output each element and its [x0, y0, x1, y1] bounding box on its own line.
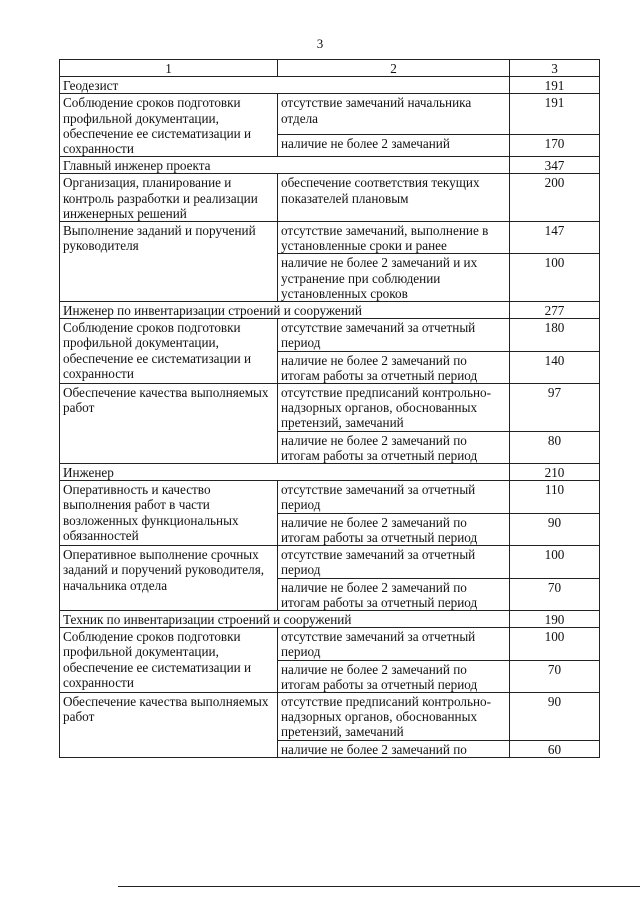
header-row	[60, 60, 600, 77]
position-row	[60, 464, 600, 481]
criterion-text: Выполнение заданий и поручений руководителя	[60, 222, 278, 302]
position-total-points: 347	[510, 157, 600, 174]
criterion-row	[60, 692, 600, 740]
criterion-row	[60, 222, 600, 254]
condition-text: наличие не более 2 замечаний	[278, 135, 510, 157]
condition-text: наличие не более 2 замечаний по итогам работы за отчетный период	[278, 513, 510, 545]
condition-text: отсутствие предписаний контрольно-надзорных органов, обоснованных претензий, замечаний	[278, 692, 510, 740]
criterion-row	[60, 628, 600, 660]
position-total-points: 277	[510, 302, 600, 319]
points-value: 90	[510, 692, 600, 740]
position-total-points: 190	[510, 610, 600, 627]
points-value: 140	[510, 351, 600, 383]
criterion-row	[60, 546, 600, 578]
condition-text: обеспечение соответствия текущих показателей плановым	[278, 174, 510, 222]
points-value: 90	[510, 513, 600, 545]
condition-text: наличие не более 2 замечаний по итогам работы за отчетный период	[278, 660, 510, 692]
condition-text: отсутствие замечаний за отчетный период	[278, 628, 510, 660]
condition-text: наличие не более 2 замечаний по итогам работы за отчетный период	[278, 431, 510, 463]
position-total-points: 191	[510, 77, 600, 94]
points-value: 191	[510, 94, 600, 135]
points-value: 70	[510, 660, 600, 692]
points-value: 100	[510, 628, 600, 660]
condition-text: отсутствие замечаний за отчетный период	[278, 481, 510, 513]
points-value: 60	[510, 740, 600, 757]
condition-text: отсутствие замечаний, выполнение в установленные сроки и ранее	[278, 222, 510, 254]
points-value: 110	[510, 481, 600, 513]
points-value: 200	[510, 174, 600, 222]
position-title: Инженер	[60, 464, 510, 481]
position-title: Главный инженер проекта	[60, 157, 510, 174]
position-title: Инженер по инвентаризации строений и сооружений	[60, 302, 510, 319]
page-number: 3	[316, 36, 324, 51]
points-value: 70	[510, 578, 600, 610]
points-value: 80	[510, 431, 600, 463]
criterion-row	[60, 174, 600, 222]
position-row	[60, 302, 600, 319]
position-title: Техник по инвентаризации строений и сооружений	[60, 610, 510, 627]
condition-text: наличие не более 2 замечаний по	[278, 740, 510, 757]
position-row	[60, 157, 600, 174]
condition-text: наличие не более 2 замечаний по итогам работы за отчетный период	[278, 578, 510, 610]
position-total-points: 210	[510, 464, 600, 481]
column-header-3: 3	[510, 60, 600, 77]
criterion-row	[60, 481, 600, 513]
criterion-text: Организация, планирование и контроль разработки и реализации инженерных решений	[60, 174, 278, 222]
points-value: 97	[510, 384, 600, 432]
points-value: 170	[510, 135, 600, 157]
criterion-text: Оперативное выполнение срочных заданий и поручений руководителя, начальника отдела	[60, 546, 278, 611]
column-header-1: 1	[60, 60, 278, 77]
criterion-text: Обеспечение качества выполняемых работ	[60, 692, 278, 757]
column-header-2: 2	[278, 60, 510, 77]
criterion-row	[60, 94, 600, 135]
condition-text: наличие не более 2 замечаний по итогам работы за отчетный период	[278, 351, 510, 383]
criterion-text: Оперативность и качество выполнения работ в части возложенных функциональных обязанностей	[60, 481, 278, 546]
points-value: 147	[510, 222, 600, 254]
bonus-criteria-table	[59, 59, 600, 758]
criterion-text: Соблюдение сроков подготовки профильной документации, обеспечение ее систематизации и сохранности	[60, 628, 278, 693]
condition-text: отсутствие замечаний за отчетный период	[278, 546, 510, 578]
bottom-divider	[118, 886, 640, 887]
criterion-text: Соблюдение сроков подготовки профильной документации, обеспечение ее систематизации и сохранности	[60, 94, 278, 157]
criterion-text: Обеспечение качества выполняемых работ	[60, 384, 278, 464]
condition-text: отсутствие замечаний за отчетный период	[278, 319, 510, 351]
points-value: 100	[510, 254, 600, 302]
condition-text: наличие не более 2 замечаний и их устранение при соблюдении установленных сроков	[278, 254, 510, 302]
criterion-text: Соблюдение сроков подготовки профильной документации, обеспечение ее систематизации и сохранности	[60, 319, 278, 384]
criterion-row	[60, 384, 600, 432]
points-value: 100	[510, 546, 600, 578]
position-title: Геодезист	[60, 77, 510, 94]
position-row	[60, 610, 600, 627]
condition-text: отсутствие предписаний контрольно-надзорных органов, обоснованных претензий, замечаний	[278, 384, 510, 432]
points-value: 180	[510, 319, 600, 351]
position-row	[60, 77, 600, 94]
condition-text: отсутствие замечаний начальника отдела	[278, 94, 510, 135]
criterion-row	[60, 319, 600, 351]
